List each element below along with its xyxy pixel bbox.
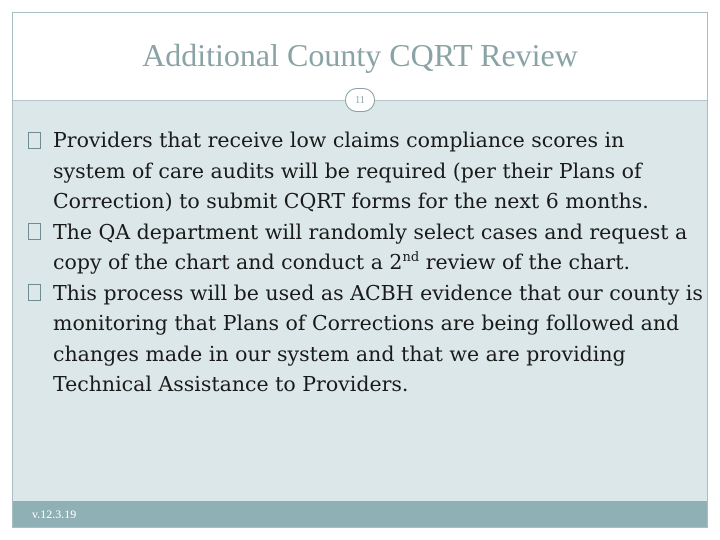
square-bullet-icon bbox=[13, 278, 41, 308]
slide-title: Additional County CQRT Review bbox=[142, 37, 578, 73]
slide bbox=[12, 12, 708, 528]
title-band bbox=[13, 13, 707, 100]
bullet-text-part: The QA department will randomly select cases and request a copy of the chart and conduct a 2 bbox=[53, 219, 688, 274]
bullet-text: Providers that receive low claims compliance scores in system of care audits will be required (per their Plans of Correction) to submit CQRT forms for the next 6 months. bbox=[53, 128, 649, 213]
bullet-item bbox=[13, 278, 703, 400]
bullet-item bbox=[13, 217, 703, 278]
bullet-text-part: review of the chart. bbox=[419, 250, 630, 274]
bullet-text: This process will be used as ACBH evidence that our county is monitoring that Plans of Corrections are being followed and changes made in our system and that we are providing Technical Assistance to Providers. bbox=[53, 280, 703, 396]
ordinal-superscript: nd bbox=[402, 250, 420, 266]
bullet-item bbox=[13, 125, 703, 217]
version-label: v.12.3.19 bbox=[32, 507, 77, 521]
square-bullet-icon bbox=[13, 217, 41, 247]
square-bullet-icon bbox=[13, 125, 41, 155]
bullet-text bbox=[53, 220, 687, 275]
bullet-list bbox=[13, 125, 703, 400]
page-number-badge: 11 bbox=[345, 88, 375, 112]
footer-bar bbox=[13, 501, 707, 527]
